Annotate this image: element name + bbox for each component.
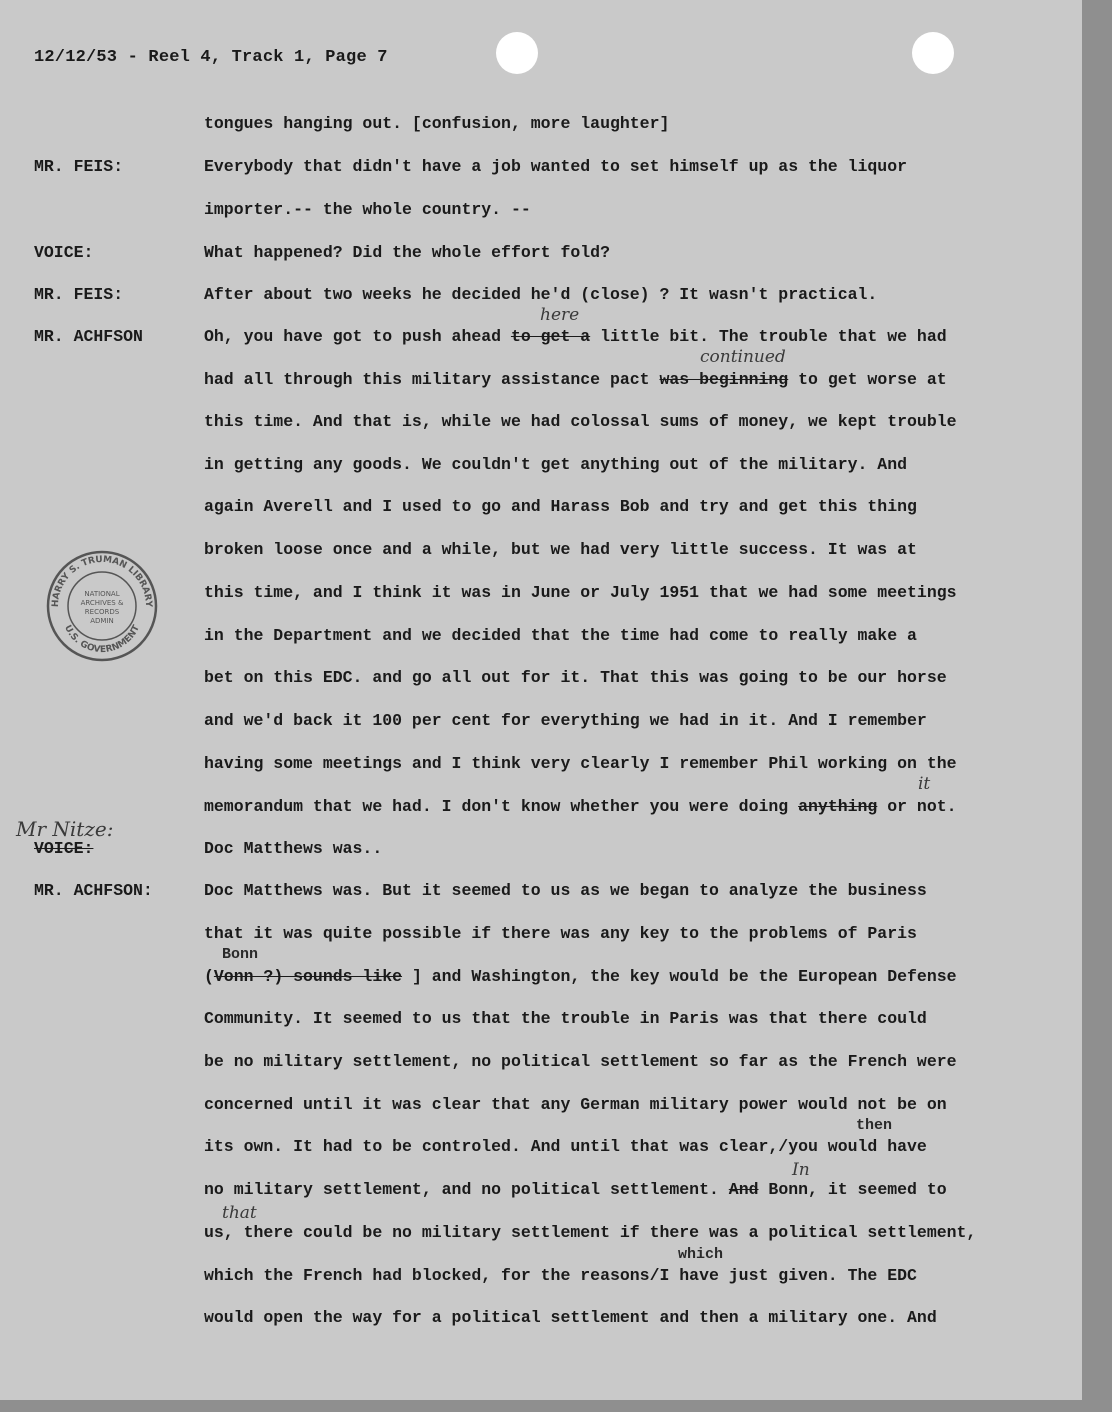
line-text: and we'd back it 100 per cent for everything we had in it. And I remember [204,711,927,730]
transcript-line [0,1009,1082,1033]
speaker-label: MR. ACHFSON [34,327,143,346]
handwritten-insertion: that [222,1203,257,1223]
line-text: this time, and I think it was in June or July 1951 that we had some meetings [204,583,957,602]
line-text: would open the way for a political settlement and then a military one. And [204,1308,937,1327]
transcript-line [0,924,1082,948]
line-text: Everybody that didn't have a job wanted to set himself up as the liquor [204,157,908,176]
transcript-line [0,412,1082,436]
stamp-center-3: RECORDS [84,608,120,616]
handwritten-insertion: continued [700,347,786,367]
line-text: Doc Matthews was. But it seemed to us as we began to analyze the business [204,881,927,900]
transcript-line [0,157,1082,181]
transcript-line [0,1223,1082,1247]
line-text: in getting any goods. We couldn't get anything out of the military. And [204,455,908,474]
transcript-line [0,1308,1082,1332]
line-text: us, there could be no military settlement if there was a political settlement, [204,1223,977,1242]
line-text: no military settlement, and no political settlement. And Bonn, it seemed to [204,1180,947,1199]
speaker-label-struck: VOICE: [34,839,94,858]
transcript-line [0,455,1082,479]
struck-text: was beginning [659,370,789,389]
struck-text: Vonn ?) sounds like [213,967,403,986]
stamp-center-2: ARCHIVES & [80,599,124,607]
line-text: broken loose once and a while, but we had very little success. It was at [204,540,917,559]
transcript-line [0,711,1082,735]
line-text: in the Department and we decided that the time had come to really make a [204,626,917,645]
line-text: that it was quite possible if there was any key to the problems of Paris [204,924,917,943]
transcript-line [0,1052,1082,1076]
line-text: tongues hanging out. [confusion, more laughter] [204,114,670,133]
line-text: What happened? Did the whole effort fold? [204,243,610,262]
line-text: importer.-- the whole country. -- [204,200,531,219]
struck-text: And [728,1180,759,1199]
handwritten-insertion: it [918,774,931,794]
transcript-line [0,1180,1082,1204]
transcript-line [0,243,1082,267]
line-text: again Averell and I used to go and Harass Bob and try and get this thing [204,497,917,516]
handwritten-insertion: In [792,1160,810,1180]
transcript-line [0,626,1082,650]
stamp-center-1: NATIONAL [84,590,120,598]
handwritten-insertion: here [540,305,580,325]
speaker-label: MR. ACHFSON: [34,881,153,900]
typed-insertion: which [678,1246,724,1263]
speaker-label: VOICE: [34,243,94,262]
transcript-line [0,839,1082,863]
handwritten-speaker: Mr Nitze: [16,817,114,841]
punch-hole [912,32,954,74]
transcript-line [0,540,1082,564]
speaker-label: MR. FEIS: [34,157,124,176]
line-text: which the French had blocked, for the reasons/I have just given. The EDC [204,1266,917,1285]
transcript-line [0,327,1082,351]
line-text: bet on this EDC. and go all out for it. That this was going to be our horse [204,668,947,687]
line-text: Community. It seemed to us that the trouble in Paris was that there could [204,1009,927,1028]
struck-text: anything [798,797,878,816]
transcript-line [0,200,1082,224]
transcript-line [0,881,1082,905]
line-text: Doc Matthews was.. [204,839,383,858]
line-text: be no military settlement, no political settlement so far as the French were [204,1052,957,1071]
line-text: had all through this military assistance pact was beginning to get worse at [204,370,947,389]
line-text: this time. And that is, while we had colossal sums of money, we kept trouble [204,412,957,431]
line-text: its own. It had to be controled. And until that was clear,/you would have [204,1137,927,1156]
transcript-line [0,1137,1082,1161]
transcript-line [0,1095,1082,1119]
struck-text: to get a [510,327,591,346]
typed-insertion: then [856,1117,893,1134]
line-text: After about two weeks he decided he'd (close) ? It wasn't practical. [204,285,878,304]
transcript-line [0,797,1082,821]
transcript-line [0,114,1082,138]
transcript-line [0,967,1082,991]
transcript-line [0,497,1082,521]
line-text: Oh, you have got to push ahead to get a little bit. The trouble that we had [204,327,947,346]
line-text: memorandum that we had. I don't know whether you were doing anything or not. [204,797,957,816]
stamp-center-4: ADMIN [90,617,114,625]
transcript-line [0,583,1082,607]
typed-insertion: Bonn [222,946,259,963]
transcript-line [0,668,1082,692]
transcript-line [0,1266,1082,1290]
speaker-label: MR. FEIS: [34,285,124,304]
line-text: (Vonn ?) sounds like ] and Washington, the key would be the European Defense [204,967,957,986]
line-text: concerned until it was clear that any German military power would not be on [204,1095,947,1114]
stamp-ring-top: HARRY S. TRUMAN LIBRARY [50,554,154,608]
punch-hole [496,32,538,74]
line-text: having some meetings and I think very clearly I remember Phil working on the [204,754,957,773]
transcript-line [0,370,1082,394]
stamp-ring-bottom: U.S. GOVERNMENT [62,623,142,656]
page-header: 12/12/53 - Reel 4, Track 1, Page 7 [34,48,388,67]
